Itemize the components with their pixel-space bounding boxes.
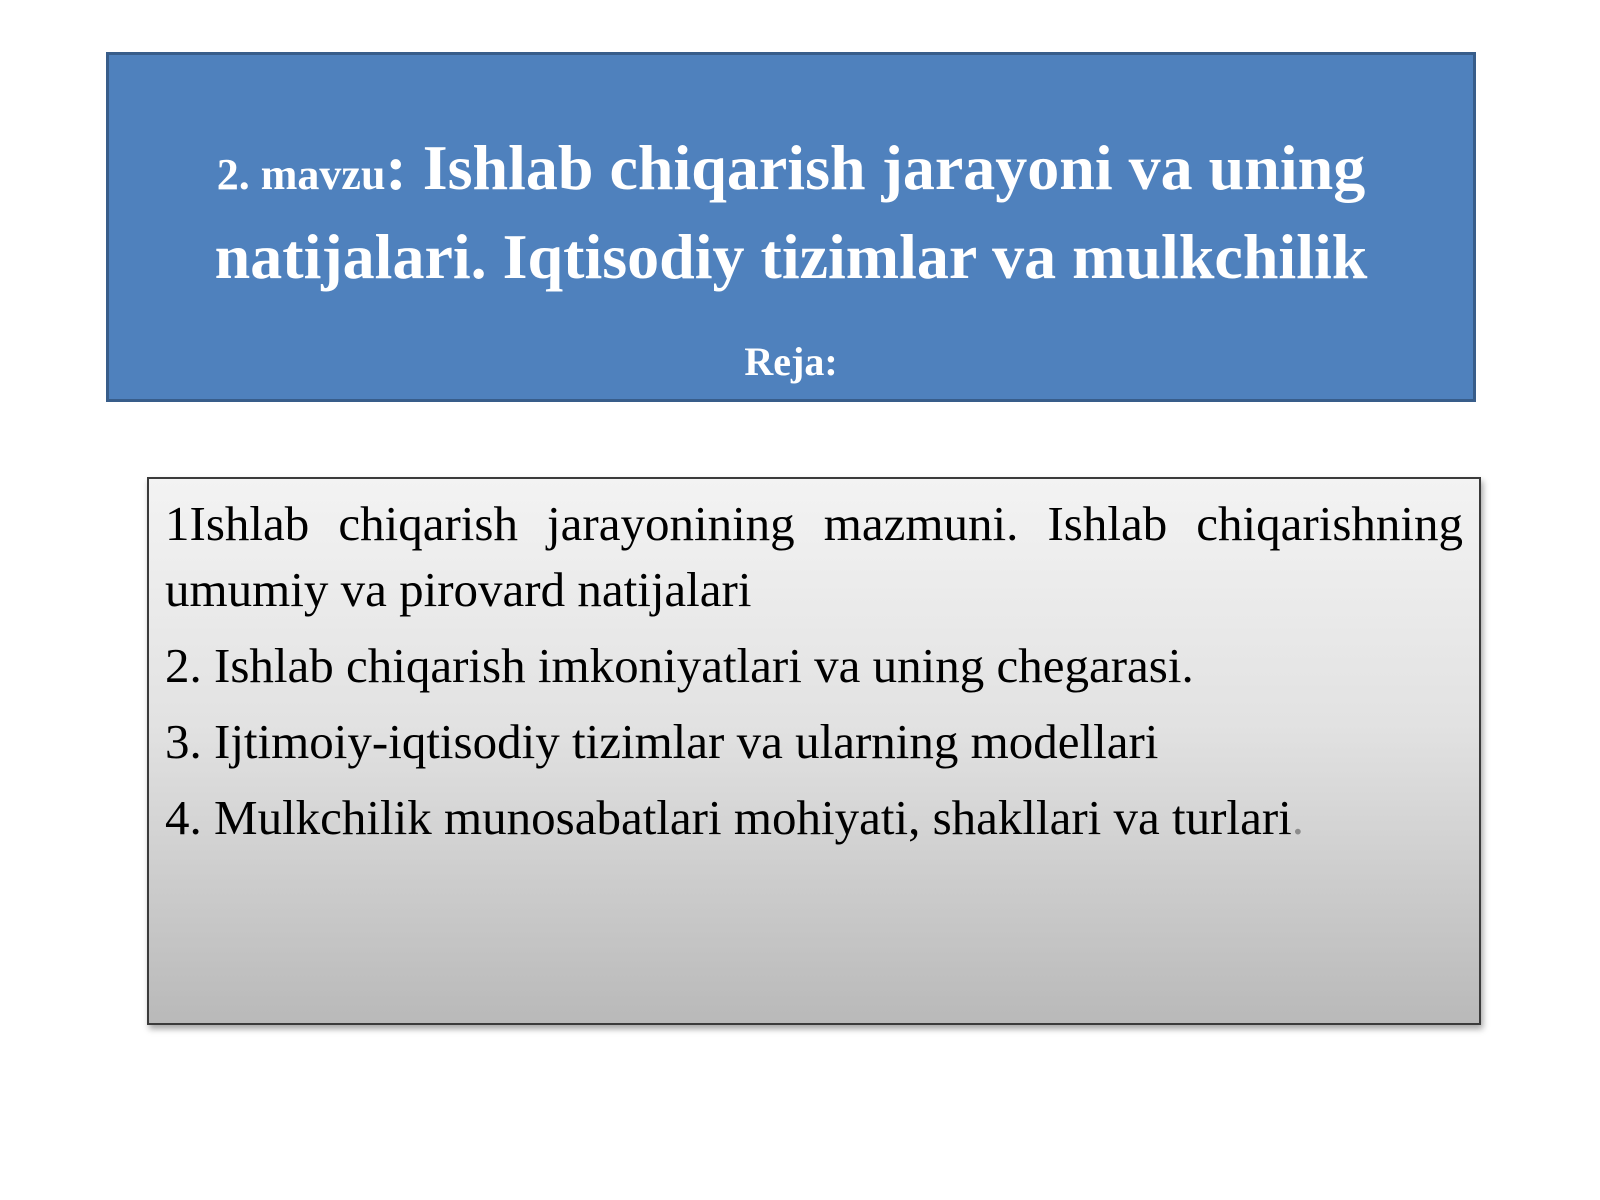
plan-heading: Reja: bbox=[744, 339, 838, 384]
plan-box bbox=[147, 477, 1481, 1025]
plan-item-2: 2. Ishlab chiqarish imkoniyatlari va uning chegarasi. bbox=[165, 638, 1194, 693]
plan-item-4-text: 4. Mulkchilik munosabatlari mohiyati, shakllari va turlari bbox=[165, 790, 1292, 845]
title-box bbox=[106, 52, 1476, 402]
title-prefix: 2. mavzu bbox=[216, 150, 386, 199]
plan-item-1: 1Ishlab chiqarish jarayonining mazmuni. Ishlab chiqarishning umumiy va pirovard natijalari bbox=[165, 496, 1463, 617]
plan-item-4-trailing-dot: . bbox=[1291, 790, 1305, 845]
plan-item-4 bbox=[165, 785, 1463, 851]
plan-item-3: 3. Ijtimoiy-iqtisodiy tizimlar va ularning modellari bbox=[165, 714, 1159, 769]
title-main: : Ishlab chiqarish jarayoni va uning natijalari. Iqtisodiy tizimlar va mulkchilik bbox=[214, 132, 1368, 292]
slide-title bbox=[109, 127, 1473, 298]
